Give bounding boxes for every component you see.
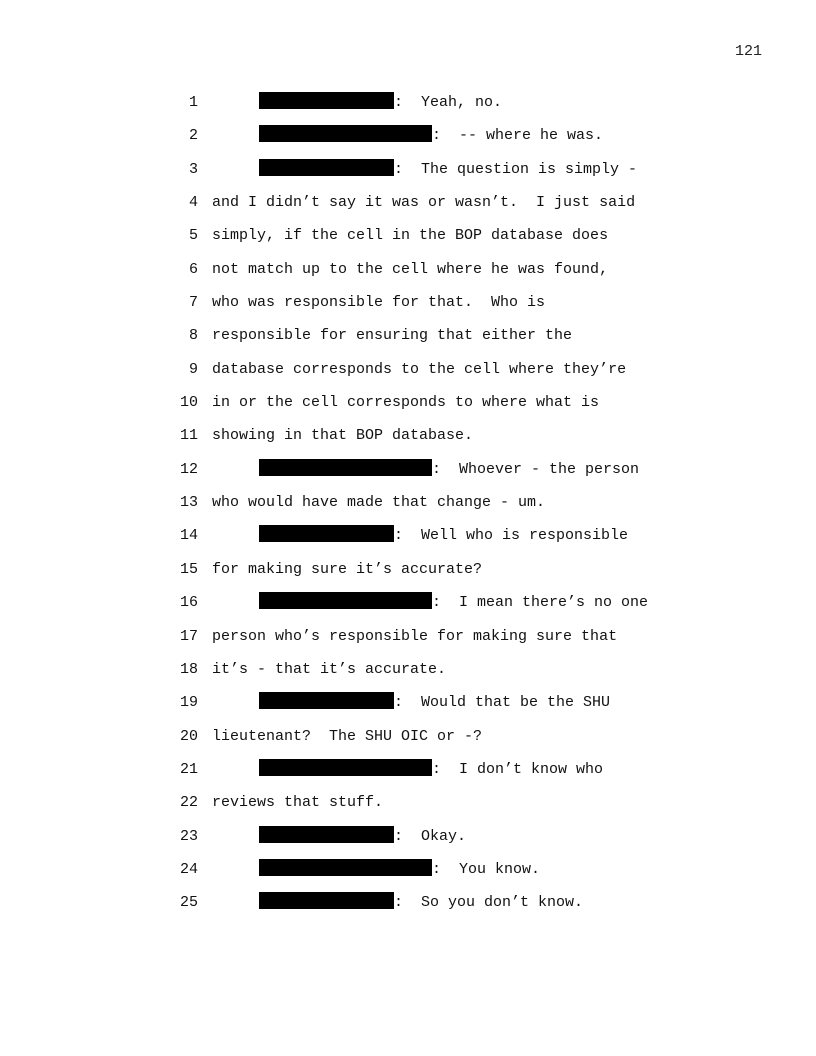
line-text: it’s - that it’s accurate. [212, 660, 447, 678]
redacted-speaker-name [259, 159, 394, 176]
redacted-speaker-name [259, 459, 432, 476]
line-content [212, 325, 572, 347]
line-content [259, 125, 603, 147]
transcript-line [0, 792, 816, 825]
line-text: person who’s responsible for making sure that [212, 627, 618, 645]
line-number: 10 [179, 394, 198, 412]
line-number: 23 [179, 827, 198, 845]
line-content [212, 425, 473, 447]
line-text: : I don’t know who [432, 760, 604, 778]
line-content [212, 225, 608, 247]
transcript-line [0, 659, 816, 692]
line-text: : Okay. [394, 827, 467, 845]
line-number: 14 [179, 527, 198, 545]
line-text: who would have made that change - um. [212, 494, 546, 512]
transcript-line [0, 425, 816, 458]
transcript-line [0, 759, 816, 792]
line-number: 12 [179, 460, 198, 478]
line-content [259, 826, 466, 848]
transcript-line [0, 525, 816, 558]
line-text: : You know. [432, 860, 541, 878]
line-text: and I didn’t say it was or wasn’t. I just said [212, 194, 636, 212]
line-number: 17 [179, 627, 198, 645]
line-content [212, 726, 482, 748]
line-content [259, 592, 648, 614]
transcript-line [0, 259, 816, 292]
line-content [259, 459, 639, 481]
line-number: 16 [179, 594, 198, 612]
line-text: database corresponds to the cell where they’re [212, 360, 627, 378]
line-text: : Well who is responsible [394, 527, 629, 545]
line-content [212, 259, 608, 281]
transcript-line [0, 826, 816, 859]
line-text: : So you don’t know. [394, 894, 584, 912]
line-text: showing in that BOP database. [212, 427, 474, 445]
line-content [212, 292, 545, 314]
transcript-line [0, 459, 816, 492]
line-content [259, 92, 502, 114]
redacted-speaker-name [259, 125, 432, 142]
line-text: not match up to the cell where he was found, [212, 260, 609, 278]
line-content [259, 692, 610, 714]
line-number: 8 [188, 327, 198, 345]
transcript-line [0, 159, 816, 192]
line-number: 2 [188, 127, 198, 145]
transcript-line [0, 626, 816, 659]
line-number: 1 [188, 94, 198, 111]
line-text: : Whoever - the person [432, 460, 640, 478]
transcript-line [0, 192, 816, 225]
line-text: in or the cell corresponds to where what is [212, 394, 600, 412]
line-number: 4 [188, 194, 198, 212]
line-number: 9 [188, 360, 198, 378]
line-text: responsible for ensuring that either the [212, 327, 573, 345]
line-number: 20 [179, 727, 198, 745]
line-number: 24 [179, 860, 198, 878]
redacted-speaker-name [259, 826, 394, 843]
redacted-speaker-name [259, 759, 432, 776]
line-number: 21 [179, 760, 198, 778]
line-content [212, 792, 383, 814]
line-number: 18 [179, 660, 198, 678]
transcript-line [0, 392, 816, 425]
line-text: simply, if the cell in the BOP database does [212, 227, 609, 245]
line-number: 3 [188, 160, 198, 178]
transcript-line [0, 592, 816, 625]
redacted-speaker-name [259, 525, 394, 542]
transcript-line [0, 92, 816, 125]
line-text: : I mean there’s no one [432, 594, 649, 612]
line-text: : Would that be the SHU [394, 694, 611, 712]
transcript-line [0, 325, 816, 358]
line-number: 13 [179, 494, 198, 512]
line-content [212, 492, 545, 514]
line-content [212, 359, 626, 381]
line-content [212, 192, 635, 214]
line-content [212, 559, 482, 581]
line-content [259, 892, 583, 914]
line-content [259, 759, 603, 781]
transcript-line [0, 225, 816, 258]
line-text: for making sure it’s accurate? [212, 560, 483, 578]
line-text: : Yeah, no. [394, 94, 503, 111]
line-content [259, 159, 637, 181]
line-number: 5 [188, 227, 198, 245]
line-text: who was responsible for that. Who is [212, 294, 546, 312]
transcript-line [0, 125, 816, 158]
transcript-line [0, 292, 816, 325]
line-number: 11 [179, 427, 198, 445]
line-number: 19 [179, 694, 198, 712]
transcript-line [0, 492, 816, 525]
redacted-speaker-name [259, 592, 432, 609]
line-number: 7 [188, 294, 198, 312]
line-number: 22 [179, 794, 198, 812]
page-number: 121 [734, 43, 762, 60]
transcript-line [0, 892, 816, 925]
transcript-line [0, 359, 816, 392]
line-number: 15 [179, 560, 198, 578]
line-content [212, 626, 617, 648]
transcript-line [0, 726, 816, 759]
redacted-speaker-name [259, 859, 432, 876]
line-content [259, 525, 628, 547]
transcript-body [0, 92, 816, 926]
line-text: reviews that stuff. [212, 794, 384, 812]
redacted-speaker-name [259, 692, 394, 709]
line-content [212, 392, 599, 414]
line-number: 6 [188, 260, 198, 278]
transcript-line [0, 692, 816, 725]
line-text: : -- where he was. [432, 127, 604, 145]
line-content [259, 859, 540, 881]
transcript-line [0, 559, 816, 592]
redacted-speaker-name [259, 892, 394, 909]
line-text: lieutenant? The SHU OIC or -? [212, 727, 483, 745]
line-text: : The question is simply - [394, 160, 638, 178]
redacted-speaker-name [259, 92, 394, 109]
line-number: 25 [179, 894, 198, 912]
transcript-line [0, 859, 816, 892]
line-content [212, 659, 446, 681]
